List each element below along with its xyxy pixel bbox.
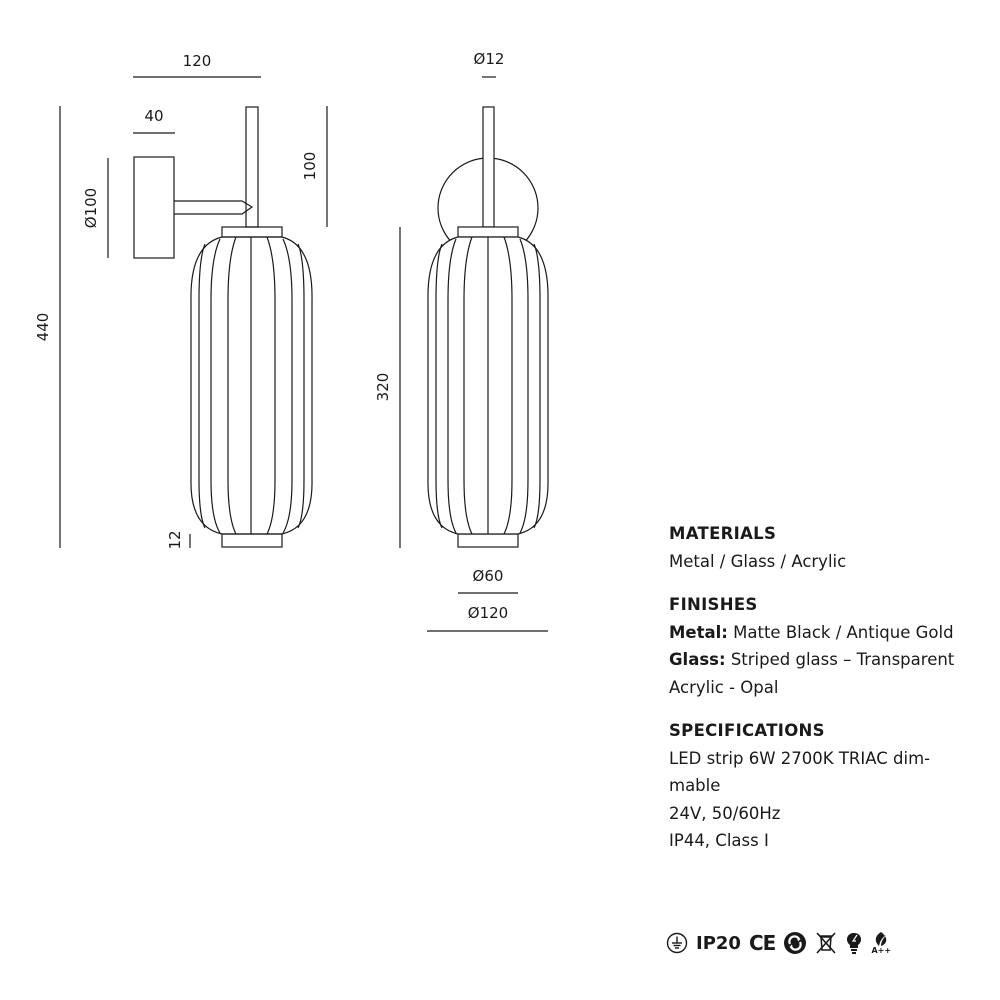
- wall-plate: [134, 157, 174, 258]
- vertical-rod: [246, 107, 258, 227]
- specifications-panel: [669, 520, 989, 855]
- energy-class-label: A++: [871, 946, 892, 955]
- plate-depth-label: 40: [144, 107, 164, 125]
- spec-line-1: LED strip 6W 2700K TRIAC dim-: [669, 748, 931, 768]
- spec-line-2: mable: [669, 776, 721, 795]
- plate-diameter-label: Ø100: [82, 187, 100, 229]
- front-bottom-cap: [458, 534, 518, 547]
- ce-mark-icon: CE: [748, 931, 776, 955]
- rod-length-label: 100: [301, 151, 319, 181]
- shade-stripes: [199, 237, 304, 534]
- glass-finish-line: [669, 646, 989, 674]
- front-rod: [483, 107, 494, 227]
- metal-label: Metal:: [669, 622, 728, 642]
- rod-diameter-label: Ø12: [473, 50, 505, 68]
- ip20-mark: IP20: [696, 932, 741, 954]
- materials-heading: MATERIALS: [669, 524, 777, 543]
- shade-height-label: 320: [374, 372, 392, 402]
- weee-bin-icon: [815, 931, 837, 955]
- total-height-label: 440: [34, 312, 52, 342]
- finishes-heading: FINISHES: [669, 595, 758, 614]
- cap-diameter-label: Ø60: [472, 567, 504, 585]
- specifications-heading: SPECIFICATIONS: [669, 721, 825, 740]
- acrylic-finish-line: Acrylic - Opal: [669, 677, 779, 697]
- spec-line-3: 24V, 50/60Hz: [669, 803, 781, 823]
- metal-value: Matte Black / Antique Gold: [727, 622, 954, 642]
- front-view: [374, 50, 548, 631]
- glass-label: Glass:: [669, 650, 726, 669]
- top-cap: [222, 227, 282, 237]
- shade-diameter-label: Ø120: [467, 604, 509, 622]
- arm-width-label: 120: [182, 52, 212, 70]
- glass-value: Striped glass – Transparent: [725, 650, 955, 669]
- cap-height-label: 12: [166, 530, 184, 550]
- certification-icons: [666, 928, 891, 958]
- energy-class-icon: [871, 931, 891, 955]
- lamp-bulb-icon: [845, 931, 863, 955]
- side-view: [34, 52, 327, 550]
- materials-text: Metal / Glass / Acrylic: [669, 551, 847, 571]
- bottom-cap: [222, 534, 282, 547]
- metal-finish-line: [669, 619, 989, 647]
- recycle-icon: [783, 931, 807, 955]
- spec-line-4: IP44, Class I: [669, 831, 769, 850]
- front-top-cap: [458, 227, 518, 237]
- earth-ground-icon: [666, 932, 688, 954]
- arm: [174, 201, 252, 214]
